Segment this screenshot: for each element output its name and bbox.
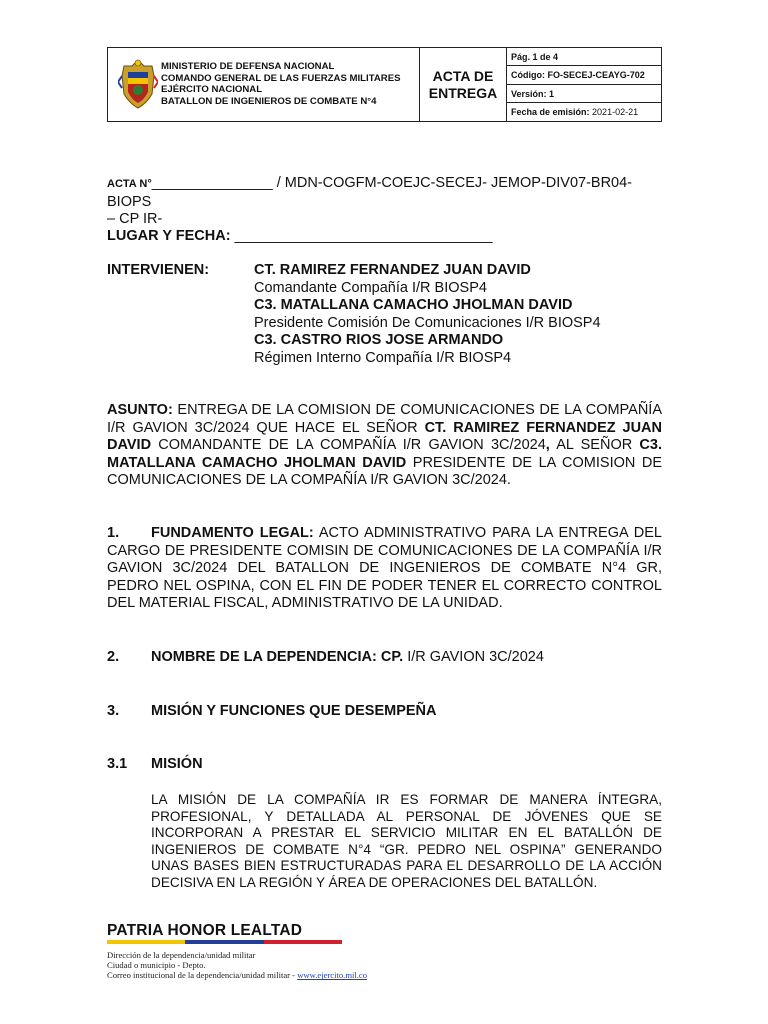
section-1-paragraph (107, 525, 662, 613)
footer-line-1: Dirección de la dependencia/unidad militar (107, 950, 256, 960)
doc-type-line1: ACTA DE (432, 67, 494, 84)
version-label: Versión: (511, 88, 547, 99)
participant-role: Presidente Comisión De Comunicaciones I/R BIOSP4 (254, 314, 601, 331)
version-row (507, 85, 661, 103)
section-3-heading (107, 703, 436, 719)
subject-text: COMANDANTE DE LA COMPAÑÍA I/R GAVION 3C/2024 (151, 437, 546, 454)
page-value: 1 de 4 (532, 52, 559, 62)
subject-text: AL SEÑOR (549, 437, 640, 454)
document-header-table (107, 47, 662, 122)
subject-text: ENTREGA DE LA COMISION DE COMUNICACIONES DE LA COMPAÑÍA I/R GAVION 3C/2024 QUE HACE EL SEÑOR (107, 402, 662, 436)
section-3-number: 3. (107, 703, 120, 719)
participants-list (254, 262, 601, 368)
subject-label: ASUNTO: (107, 402, 173, 418)
section-3-1-label: MISIÓN (151, 756, 203, 772)
header-org-lines (161, 61, 401, 107)
footer-line-2: Ciudad o municipio - Depto. (107, 960, 206, 971)
footer-motto: PATRIA HONOR LEALTAD (107, 922, 303, 939)
place-date-blank: ________________________________ (234, 228, 493, 244)
footer-email-label: Correo institucional de la dependencia/unidad militar - (107, 970, 298, 981)
place-date-line (107, 228, 493, 246)
acta-number-line (107, 175, 662, 229)
participant-name: C3. CASTRO RIOS JOSE ARMANDO (254, 332, 504, 349)
date-row (507, 103, 661, 121)
page-row (507, 48, 661, 66)
flag-yellow (107, 940, 185, 944)
flag-red (264, 940, 342, 944)
date-label: Fecha de emisión: (511, 106, 590, 117)
section-3-label: MISIÓN Y FUNCIONES QUE DESEMPEÑA (151, 703, 437, 719)
section-2-text: I/R GAVION 3C/2024 (403, 649, 544, 665)
participant-name: C3. MATALLANA CAMACHO JHOLMAN DAVID (254, 297, 573, 314)
footer-address (107, 950, 367, 981)
date-value: 2021-02-21 (592, 106, 639, 117)
shield-icon (118, 58, 158, 110)
flag-stripe (107, 940, 342, 944)
participant-role: Régimen Interno Compañía I/R BIOSP4 (254, 349, 512, 366)
page-label: Pág. (511, 52, 531, 62)
doc-type-line2: ENTREGA (428, 84, 498, 101)
section-2-number: 2. (107, 649, 120, 665)
subject-bold-comma: , (545, 437, 550, 454)
participant-role: Comandante Compañía I/R BIOSP4 (254, 279, 487, 296)
org-command: COMANDO GENERAL DE LAS FUERZAS MILITARES (161, 72, 401, 84)
org-battalion: BATALLON DE INGENIEROS DE COMBATE N°4 (161, 95, 377, 107)
code-row (507, 66, 661, 84)
header-meta-cell (507, 48, 661, 121)
org-army: EJÉRCITO NACIONAL (161, 84, 263, 95)
section-2-label: NOMBRE DE LA DEPENDENCIA: CP. (151, 649, 404, 665)
version-value: 1 (549, 88, 555, 99)
org-ministry: MINISTERIO DE DEFENSA NACIONAL (161, 61, 335, 72)
header-org-cell (108, 48, 420, 121)
place-date-label: LUGAR Y FECHA: (107, 228, 231, 244)
header-doc-type-cell (420, 48, 507, 121)
section-1-number: 1. (107, 525, 120, 541)
acta-label: ACTA N° (107, 178, 152, 190)
acta-ref-line1: / MDN-COGFM-COEJC-SECEJ- JEMOP-DIV07-BR04-BIOPS (107, 175, 633, 210)
footer-website-link[interactable]: www.ejercito.mil.co (297, 970, 368, 981)
participants-label: INTERVIENEN: (107, 262, 210, 278)
footer-line-3 (107, 970, 367, 980)
subject-text: PRESIDENTE DE LA COMISION DE COMUNICACIONES DE LA COMPAÑÍA I/R GAVION 3C/2024. (107, 454, 662, 489)
subject-paragraph (107, 402, 662, 490)
acta-blank: _______________ (151, 175, 273, 191)
code-label: Código: (511, 70, 545, 81)
subject-bold-name: CT. RAMIREZ FERNANDEZ JUAN DAVID (107, 419, 663, 454)
section-3-1-heading (107, 756, 203, 772)
section-3-1-number: 3.1 (107, 756, 128, 772)
acta-ref-line2: – CP IR- (107, 211, 163, 228)
code-value: FO-SECEJ-CEAYG-702 (547, 70, 645, 81)
section-1-label: FUNDAMENTO LEGAL: (151, 525, 314, 541)
section-2-line (107, 649, 662, 667)
subject-bold-name: C3. MATALLANA CAMACHO JHOLMAN DAVID (107, 437, 662, 471)
participant-name: CT. RAMIREZ FERNANDEZ JUAN DAVID (254, 262, 531, 278)
mission-paragraph: LA MISIÓN DE LA COMPAÑÍA IR ES FORMAR DE MANERA ÍNTEGRA, PROFESIONAL, Y DETALLADA AL PERSONAL DE JÓVENES QUE SE INCORPORAN A PRESTAR EL SERVICIO MILITAR EN EL BATALLÓN DE INGENIEROS DE COMBATE N°4 “GR. PEDRO NEL OSPINA” GENERANDO UNAS BASES BIEN ESTRUCTURADAS PARA EL DESARROLLO DE LA ACCIÓN DECISIVA EN LA REGIÓN Y ÁREA DE OPERACIONES DEL BATALLÓN. (151, 792, 662, 890)
section-1-text: ACTO ADMINISTRATIVO PARA LA ENTREGA DEL CARGO DE PRESIDENTE COMISIN DE COMUNICACIONES DE LA COMPAÑÍA I/R GAVION 3C/2024 DEL BATALLON DE INGENIEROS DE COMBATE N°4 GR, PEDRO NEL OSPINA, CON EL FIN DE PODER TENER EL CORRECTO CONTROL DEL MATERIAL FISCAL, ADMINISTRATIVO DE LA UNIDAD. (107, 525, 662, 612)
flag-blue (185, 940, 263, 944)
